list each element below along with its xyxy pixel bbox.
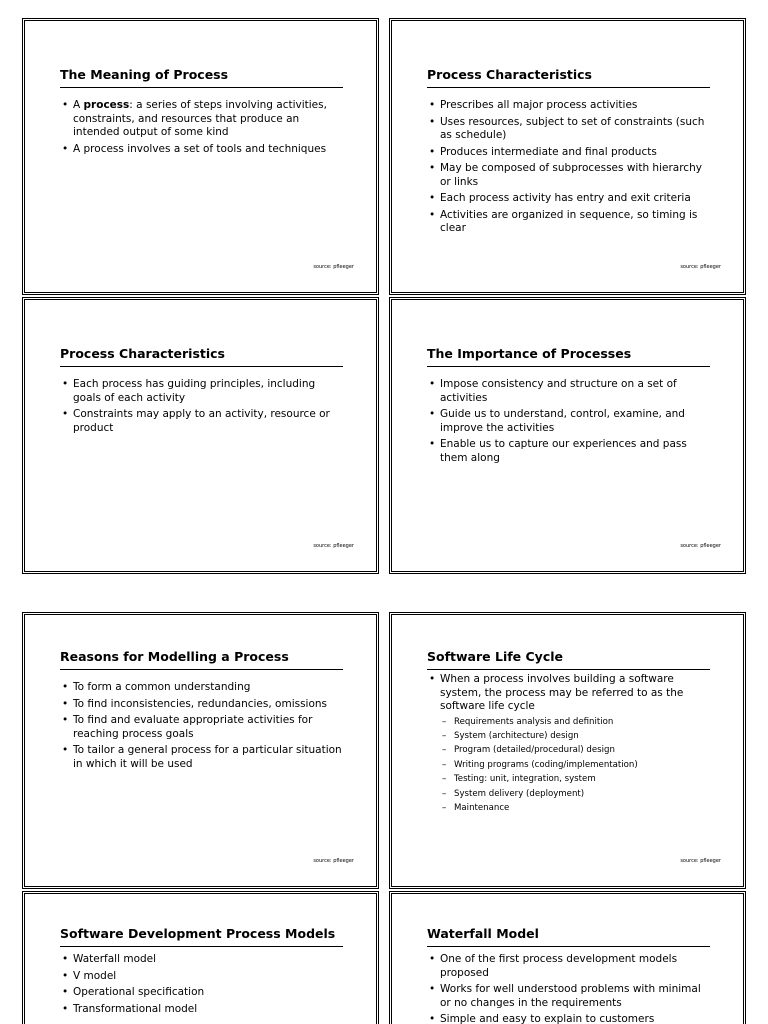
slide-title: Reasons for Modelling a Process — [60, 649, 343, 670]
bullet-list — [62, 953, 342, 1019]
source-note: source: pfleeger — [680, 264, 721, 270]
sub-item: – Program (detailed/procedural) design — [442, 743, 709, 757]
bullet-item: • Impose consistency and structure on a set of activities — [429, 378, 709, 405]
slide-title: Software Development Process Models — [60, 926, 343, 947]
bullet-item: • Guide us to understand, control, examine, and improve the activities — [429, 408, 709, 435]
bullet-item: • A process: a series of steps involving activities, constraints, and resources that produce an intended output of some kind — [62, 99, 342, 140]
bullet-item: • A process involves a set of tools and techniques — [62, 143, 342, 157]
bullet-item: • To find and evaluate appropriate activities for reaching process goals — [62, 714, 342, 741]
bullet-item: • V model — [62, 970, 342, 984]
bullet-list — [429, 953, 709, 1024]
bullet-item: • To find inconsistencies, redundancies, omissions — [62, 698, 342, 712]
bullet-item: • To tailor a general process for a particular situation in which it will be used — [62, 744, 342, 771]
source-note: source: pfleeger — [313, 858, 354, 864]
bullet-list — [62, 378, 342, 438]
bullet-item: • Waterfall model — [62, 953, 342, 967]
sub-item: – Testing: unit, integration, system — [442, 772, 709, 786]
bullet-item: • May be composed of subprocesses with hierarchy or links — [429, 162, 709, 189]
sub-item: – Maintenance — [442, 801, 709, 815]
bullet-item: • Operational specification — [62, 986, 342, 1000]
bullet-list — [429, 378, 709, 468]
sub-item: – Writing programs (coding/implementation) — [442, 758, 709, 772]
slide-title: Process Characteristics — [427, 67, 710, 88]
bullet-list — [429, 99, 709, 239]
bullet-list — [62, 99, 342, 159]
sub-item: – System (architecture) design — [442, 729, 709, 743]
bullet-item: • Works for well understood problems with minimal or no changes in the requirements — [429, 983, 709, 1010]
bullet-item: • Uses resources, subject to set of constraints (such as schedule) — [429, 116, 709, 143]
bullet-item: • To form a common understanding — [62, 681, 342, 695]
source-note: source: pfleeger — [680, 858, 721, 864]
slide-waterfall-model — [389, 891, 746, 1024]
sub-item: – Requirements analysis and definition — [442, 715, 709, 729]
bullet-list — [429, 673, 709, 818]
bullet-item: • Constraints may apply to an activity, resource or product — [62, 408, 342, 435]
bullet-item: • Produces intermediate and final products — [429, 146, 709, 160]
slide-importance-of-processes — [389, 297, 746, 574]
bullet-item: • Each process has guiding principles, including goals of each activity — [62, 378, 342, 405]
bullet-item: • Prescribes all major process activities — [429, 99, 709, 113]
bullet-item: • Each process activity has entry and exit criteria — [429, 192, 709, 206]
slide-meaning-of-process — [22, 18, 379, 295]
slide-title: The Importance of Processes — [427, 346, 710, 367]
slide-title: Software Life Cycle — [427, 649, 710, 670]
slide-software-life-cycle — [389, 612, 746, 889]
bullet-item: • Activities are organized in sequence, so timing is clear — [429, 209, 709, 236]
bullet-item: • When a process involves building a software system, the process may be referred to as the software life cycle – Requirements analysis and definition – System (architecture) design – Program (detailed/procedural) design – Writing programs (coding/implementation) – Testing: unit, integration, system – System delivery (deployment) – Maintenance — [429, 673, 709, 815]
bullet-item: • One of the first process development models proposed — [429, 953, 709, 980]
slide-title: The Meaning of Process — [60, 67, 343, 88]
bullet-list — [62, 681, 342, 774]
bold-term: process — [83, 99, 130, 111]
bullet-item: • Enable us to capture our experiences and pass them along — [429, 438, 709, 465]
slide-title: Waterfall Model — [427, 926, 710, 947]
slide-process-characteristics — [389, 18, 746, 295]
slide-process-characteristics-2 — [22, 297, 379, 574]
slide-title: Process Characteristics — [60, 346, 343, 367]
source-note: source: pfleeger — [313, 543, 354, 549]
sub-item: – System delivery (deployment) — [442, 787, 709, 801]
source-note: source: pfleeger — [313, 264, 354, 270]
slide-development-process-models — [22, 891, 379, 1024]
source-note: source: pfleeger — [680, 543, 721, 549]
bullet-item: • Simple and easy to explain to customers — [429, 1013, 709, 1024]
bullet-item: • Transformational model — [62, 1003, 342, 1017]
sub-list — [442, 715, 709, 816]
slide-reasons-for-modelling — [22, 612, 379, 889]
